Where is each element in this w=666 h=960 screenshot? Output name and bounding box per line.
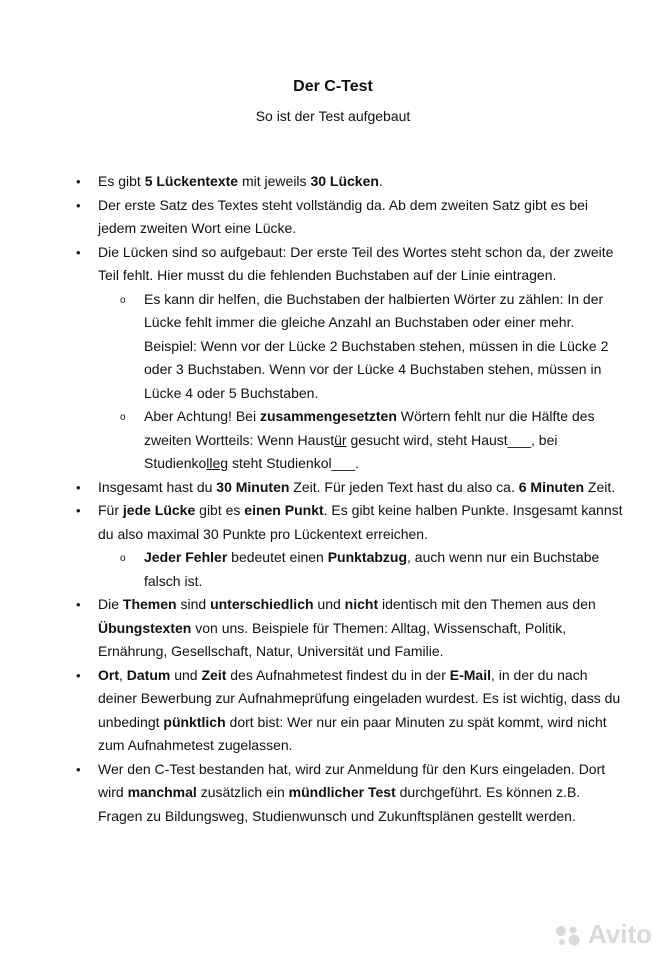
list-item: • Der erste Satz des Textes steht vollständig da. Ab dem zweiten Satz gibt es bei jedem zweiten Wort eine Lücke.	[0, 194, 666, 241]
sub-list-item: o Es kann dir helfen, die Buchstaben der halbierten Wörter zu zählen: In der Lücke fehlt immer die gleiche Anzahl an Buchstaben oder einer mehr. Beispiel: Wenn vor der Lücke 2 Buchstaben stehen, müssen in die Lücke 2 oder 3 Buchstaben. Wenn vor der Lücke 4 Buchstaben stehen, müssen in Lücke 4 oder 5 Buchstaben.	[98, 288, 626, 406]
page-title: Der C-Test	[293, 78, 373, 95]
sub-list-item: o Jeder Fehler bedeutet einen Punktabzug, auch wenn nur ein Buchstabe falsch ist.	[98, 546, 626, 593]
page-subtitle: So ist der Test aufgebaut	[255, 108, 411, 124]
list-item: • Die Themen sind unterschiedlich und nicht identisch mit den Themen aus den Übungstexten von uns. Beispiele für Themen: Alltag, Wissenschaft, Politik, Ernährung, Gesellschaft, Natur, Universität und Familie.	[0, 593, 666, 664]
list-item: • Es gibt 5 Lückentexte mit jeweils 30 Lücken.	[0, 170, 666, 194]
watermark-text: Avito	[587, 919, 652, 949]
sub-list	[98, 288, 626, 476]
avito-logo-icon	[554, 923, 584, 947]
rules-list	[0, 170, 666, 828]
sub-list-item: o Aber Achtung! Bei zusammengesetzten Wörtern fehlt nur die Hälfte des zweiten Wortteils: Wenn Haustür gesucht wird, steht Haust___, bei Studienkolleg steht Studienkol___.	[98, 405, 626, 476]
sub-list	[98, 546, 626, 593]
list-item: • Die Lücken sind so aufgebaut: Der erste Teil des Wortes steht schon da, der zweite Teil fehlt. Hier musst du die fehlenden Buchstaben auf der Linie eintragen. o Es kann dir helfen, die Buchstaben der halbierten Wörter zu zählen: In der Lücke fehlt immer die gleiche Anzahl an Buchstaben oder einer mehr. Beispiel: Wenn vor der Lücke 2 Buchstaben stehen, müssen in die Lücke 2 oder 3 Buchstaben. Wenn vor der Lücke 4 Buchstaben stehen, müssen in Lücke 4 oder 5 Buchstaben. o Aber Achtung! Bei zusammengesetzten Wörtern fehlt nur die Hälfte des zweiten Wortteils: Wenn Haustür gesucht wird, steht Haust___, bei Studienkolleg steht Studienkol___.	[0, 241, 666, 476]
list-item: • Ort, Datum und Zeit des Aufnahmetest findest du in der E-Mail, in der du nach deiner Bewerbung zur Aufnahmeprüfung eingeladen wurdest. Es ist wichtig, dass du unbedingt pünktlich dort bist: Wer nur ein paar Minuten zu spät kommt, wird nicht zum Aufnahmetest zugelassen.	[0, 664, 666, 758]
list-item: • Insgesamt hast du 30 Minuten Zeit. Für jeden Text hast du also ca. 6 Minuten Zeit.	[0, 476, 666, 500]
list-item: • Wer den C-Test bestanden hat, wird zur Anmeldung für den Kurs eingeladen. Dort wird manchmal zusätzlich ein mündlicher Test durchgeführt. Es können z.B. Fragen zu Bildungsweg, Studienwunsch und Zukunftsplänen gestellt werden.	[0, 758, 666, 829]
list-item: • Für jede Lücke gibt es einen Punkt. Es gibt keine halben Punkte. Insgesamt kannst du also maximal 30 Punkte pro Lückentext erreichen. o Jeder Fehler bedeutet einen Punktabzug, auch wenn nur ein Buchstabe falsch ist.	[0, 499, 666, 593]
watermark	[554, 919, 652, 950]
